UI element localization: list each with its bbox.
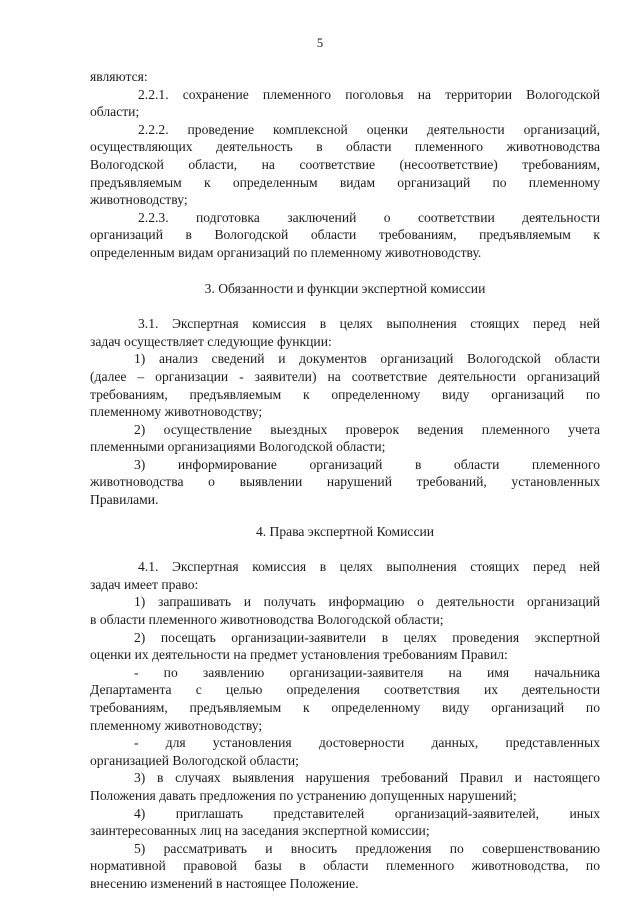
text-line: осуществляющих деятельность в области племенного животноводства [90, 139, 600, 155]
right-4: 4) приглашать представителей организаций-заявителей, иных [134, 805, 600, 821]
text-line: организацией Вологодской области; [90, 752, 299, 768]
text-line: предъявляемым к определенным видам организаций по племенному [90, 174, 600, 190]
text-line: являются: [90, 69, 148, 84]
text-line: области; [90, 104, 140, 120]
text-line: заинтересованных лиц на заседания экспертной комиссии; [90, 823, 430, 839]
text-line: животноводству; [90, 192, 188, 208]
section-heading-3: 3. Обязанности и функции экспертной комиссии [204, 280, 486, 296]
text-line: задач имеет право: [90, 576, 199, 592]
text-line: племенными организациями Вологодской области; [90, 439, 386, 455]
document-body [90, 68, 600, 893]
text-line: требованиям, предъявляемым к определенному виду организаций по [90, 386, 600, 402]
text-line: Положения давать предложения по устранению допущенных нарушений; [90, 787, 517, 803]
page-number: 5 [316, 36, 324, 50]
text-line: требованиям, предъявляемым к определенному виду организаций по [90, 700, 600, 715]
function-2: 2) осуществление выездных проверок ведения племенного учета [134, 421, 600, 437]
clause-4-1: 4.1. Экспертная комиссия в целях выполнения стоящих перед ней [138, 559, 600, 575]
function-1: 1) анализ сведений и документов организаций Вологодской области [134, 351, 600, 367]
text-line: оценки их деятельности на предмет установления требованиям Правил: [90, 647, 508, 663]
right-3: 3) в случаях выявления нарушения требований Правил и настоящего [134, 770, 600, 786]
clause-2-2-3: 2.2.3. подготовка заключений о соответствии деятельности [138, 209, 600, 225]
text-line: внесению изменений в настоящее Положение. [90, 875, 359, 891]
section-heading-4: 4. Права экспертной Комиссии [255, 523, 435, 539]
right-2: 2) посещать организации-заявители в целях проведения экспертной [134, 629, 600, 645]
text-line: организаций в Вологодской области требованиям, предъявляемым к [90, 227, 600, 243]
right-2-sub-2: - для установления достоверности данных, представленных [134, 735, 600, 751]
right-1: 1) запрашивать и получать информацию о деятельности организаций [134, 594, 600, 610]
clause-3-1: 3.1. Экспертная комиссия в целях выполнения стоящих перед ней [138, 316, 600, 332]
text-line: животноводства о выявлении нарушений требований, установленных [90, 474, 600, 490]
clause-2-2-1: 2.2.1. сохранение племенного поголовья на территории Вологодской [138, 86, 600, 102]
text-line: (далее – организации - заявители) на соответствие деятельности организаций [90, 368, 600, 384]
text-line: нормативной правовой базы в области племенного животноводства, по [90, 858, 600, 874]
text-line: Департамента с целью определения соответствия их деятельности [90, 682, 600, 698]
text-line: Правилами. [90, 492, 159, 508]
text-line: племенному животноводству; [90, 404, 263, 420]
text-line: определенным видам организаций по племенному животноводству. [90, 244, 482, 260]
text-line: племенному животноводству; [90, 717, 263, 733]
function-3: 3) информирование организаций в области племенного [134, 456, 600, 472]
text-line: в области племенного животноводства Вологодской области; [90, 612, 444, 628]
text-line: Вологодской области, на соответствие (несоответствие) требованиям, [90, 156, 600, 172]
right-5: 5) рассматривать и вносить предложения по совершенствованию [134, 840, 600, 856]
clause-2-2-2: 2.2.2. проведение комплексной оценки деятельности организаций, [138, 121, 600, 137]
text-line: задач осуществляет следующие функции: [90, 333, 332, 349]
right-2-sub-1: - по заявлению организации-заявителя на имя начальника [134, 664, 600, 680]
